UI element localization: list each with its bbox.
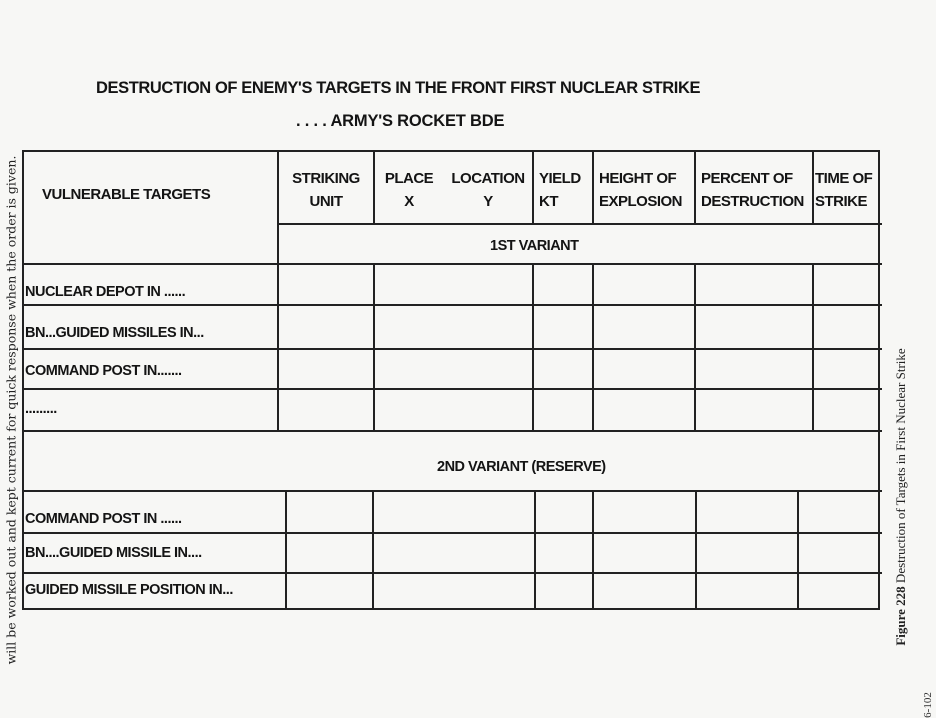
rule-row [24,304,882,306]
col-rule [532,263,534,432]
col-rule [812,263,814,432]
form-subtitle: . . . . ARMY'S ROCKET BDE [296,112,505,130]
header-striking-unit: STRIKING UNIT [292,170,360,211]
rule-variant2-top [24,490,882,492]
variant-2-label: 2ND VARIANT (RESERVE) [437,459,606,475]
col-rule [694,263,696,432]
row-label: BN....GUIDED MISSILE IN.... [25,545,202,561]
col-rule [373,263,375,432]
row-label: NUCLEAR DEPOT IN ...... [25,284,186,300]
col-rule [592,152,594,225]
row-label: COMMAND POST IN ...... [25,511,182,527]
col-rule [534,490,536,610]
variant-1-label: 1ST VARIANT [490,238,579,254]
figure-caption [893,348,909,645]
header-place-x: PLACE X [384,170,434,211]
col-rule [372,490,374,610]
header-location-y: LOCATION Y [451,170,525,211]
rule-row [24,348,882,350]
rule-header-split [277,223,882,225]
rule-row [24,430,882,432]
col-rule [695,490,697,610]
row-label: ......... [25,401,57,417]
col-rule [812,152,814,225]
figure-label: Figure 228 [893,586,908,646]
targets-table [22,150,880,610]
rule-row [24,572,882,574]
rule-row [24,388,882,390]
row-label: BN...GUIDED MISSILES IN... [25,325,204,341]
header-percent-destruction: PERCENT OF DESTRUCTION [701,170,804,211]
figure-text: Destruction of Targets in First Nuclear Strike [893,348,908,584]
col-rule [694,152,696,225]
col-rule [592,263,594,432]
row-label: GUIDED MISSILE POSITION IN... [25,582,233,598]
rule-variant1-bottom [24,263,882,265]
col-rule [285,490,287,610]
page-number: 6-102 [922,692,934,718]
col-rule [373,152,375,225]
col-rule [797,490,799,610]
side-note-text: will be worked out and kept current for quick response when the order is given. [3,155,19,665]
header-height-of-explosion: HEIGHT OF EXPLOSION [599,170,683,211]
header-time-of-strike: TIME OF STRIKE [815,170,873,211]
form-title: DESTRUCTION OF ENEMY'S TARGETS IN THE FRONT FIRST NUCLEAR STRIKE [96,79,701,97]
col-rule [592,490,594,610]
row-label: COMMAND POST IN....... [25,363,182,379]
header-yield-kt: YIELD KT [539,170,581,211]
header-vulnerable-targets: VULNERABLE TARGETS [42,186,211,203]
rule-row [24,532,882,534]
